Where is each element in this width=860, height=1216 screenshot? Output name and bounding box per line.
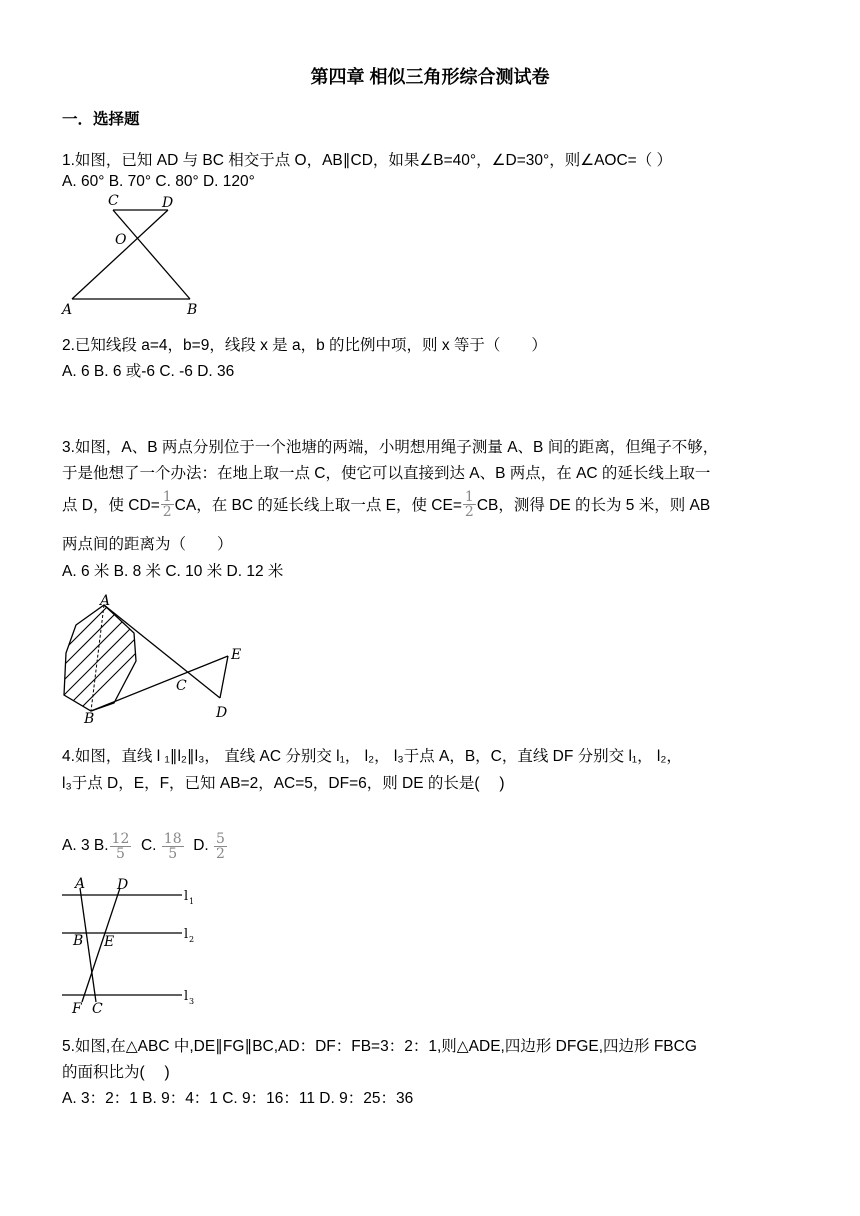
q4-label-l1: l xyxy=(184,889,189,904)
q3-line-4: 两点间的距离为（ ） xyxy=(62,536,233,553)
q3-frac2-num: 1 xyxy=(464,488,474,505)
section-heading: 一．选择题 xyxy=(62,111,140,128)
q3-line-1: 3.如图，A、B 两点分别位于一个池塘的两端，小明想用绳子测量 A、B 间的距离，但绳子不够， xyxy=(62,439,719,456)
q4-label-l2: l xyxy=(184,927,189,942)
q3-line-3b: CA，在 BC 的延长线上取一点 E，使 CE= xyxy=(174,497,462,514)
q4-label-f: F xyxy=(72,1001,82,1017)
q1-stem: 1.如图，已知 AD 与 BC 相交于点 O，AB∥CD，如果∠B=40°，∠D=30°，则∠AOC=（ ） xyxy=(62,152,673,169)
q4-option-d-label: D. xyxy=(184,837,214,854)
q4-option-b-fraction xyxy=(110,832,132,861)
q2-options: A. 6 B. 6 或-6 C. -6 D. 36 xyxy=(62,363,235,380)
q4-line-2: l₃于点 D，E，F，已知 AB=2，AC=5，DF=6，则 DE 的长是( ) xyxy=(62,775,505,792)
q1-label-o: O xyxy=(115,232,127,248)
q3-frac2-den: 2 xyxy=(464,503,474,520)
q3-frac1-den: 2 xyxy=(162,503,172,520)
q3-options: A. 6 米 B. 8 米 C. 10 米 D. 12 米 xyxy=(62,563,284,580)
q4-opt-c-num: 18 xyxy=(163,830,182,847)
q1-options: A. 60° B. 70° C. 80° D. 120° xyxy=(62,173,255,190)
q4-label-b: B xyxy=(73,933,84,949)
q4-option-a: A. 3 B. xyxy=(62,837,109,854)
q4-label-l1-sub: 1 xyxy=(189,897,195,906)
q5-options: A. 3：2：1 B. 9：4：1 C. 9：16：11 D. 9：25：36 xyxy=(62,1090,414,1107)
q1-label-a: A xyxy=(62,302,73,318)
q4-label-l3: l xyxy=(184,989,189,1004)
q4-label-a: A xyxy=(75,876,86,892)
q3-fraction-1 xyxy=(161,490,174,519)
q4-line-1: 4.如图，直线 l ₁∥l₂∥l₃， 直线 AC 分别交 l₁， l₂， l₃于点 A，B，C，直线 DF 分别交 l₁， l₂， xyxy=(62,748,682,765)
q5-line-1: 5.如图,在△ABC 中,DE∥FG∥BC,AD：DF：FB=3：2：1,则△ADE,四边形 DFGE,四边形 FBCG xyxy=(62,1038,697,1055)
q4-opt-c-den: 5 xyxy=(168,845,178,862)
q4-option-d-fraction xyxy=(214,832,227,861)
q3-label-b: B xyxy=(84,711,95,723)
q4-option-c-label: C. xyxy=(132,837,161,854)
q3-fraction-2 xyxy=(463,490,476,519)
q4-label-c: C xyxy=(92,1001,103,1017)
q3-label-a: A xyxy=(100,593,111,609)
q4-label-l2-sub: 2 xyxy=(189,935,195,944)
q4-opt-d-num: 5 xyxy=(216,830,225,847)
q2-stem: 2.已知线段 a=4，b=9，线段 x 是 a，b 的比例中项，则 x 等于（ ） xyxy=(62,337,547,354)
q4-opt-b-den: 5 xyxy=(115,845,125,862)
q3-label-c: C xyxy=(176,678,187,694)
q3-line-3 xyxy=(62,484,710,524)
q3-line-2: 于是他想了一个办法：在地上取一点 C，使它可以直接到达 A、B 两点，在 AC 的延长线上取一 xyxy=(62,465,711,482)
q4-label-l3-sub: 3 xyxy=(189,997,195,1006)
q4-opt-b-num: 12 xyxy=(111,830,130,847)
q4-label-e: E xyxy=(104,934,115,950)
q1-label-d: D xyxy=(162,195,174,211)
q3-frac1-num: 1 xyxy=(162,488,172,505)
q3-label-e: E xyxy=(231,647,242,663)
q1-label-b: B xyxy=(187,302,198,318)
q4-opt-d-den: 2 xyxy=(216,845,225,862)
q4-option-c-fraction xyxy=(162,832,184,861)
page-title: 第四章 相似三角形综合测试卷 xyxy=(310,67,550,87)
q3-label-d: D xyxy=(216,705,228,721)
q3-line-3a: 点 D，使 CD= xyxy=(62,497,160,514)
q4-figure xyxy=(58,874,208,1018)
q3-line-3c: CB，测得 DE 的长为 5 米，则 AB xyxy=(476,497,711,514)
q4-options xyxy=(62,826,228,866)
q4-label-d: D xyxy=(117,877,129,893)
q3-figure xyxy=(56,593,256,723)
q1-label-c: C xyxy=(108,193,119,209)
q5-line-2: 的面积比为( ) xyxy=(62,1064,170,1081)
q1-figure xyxy=(58,192,208,318)
